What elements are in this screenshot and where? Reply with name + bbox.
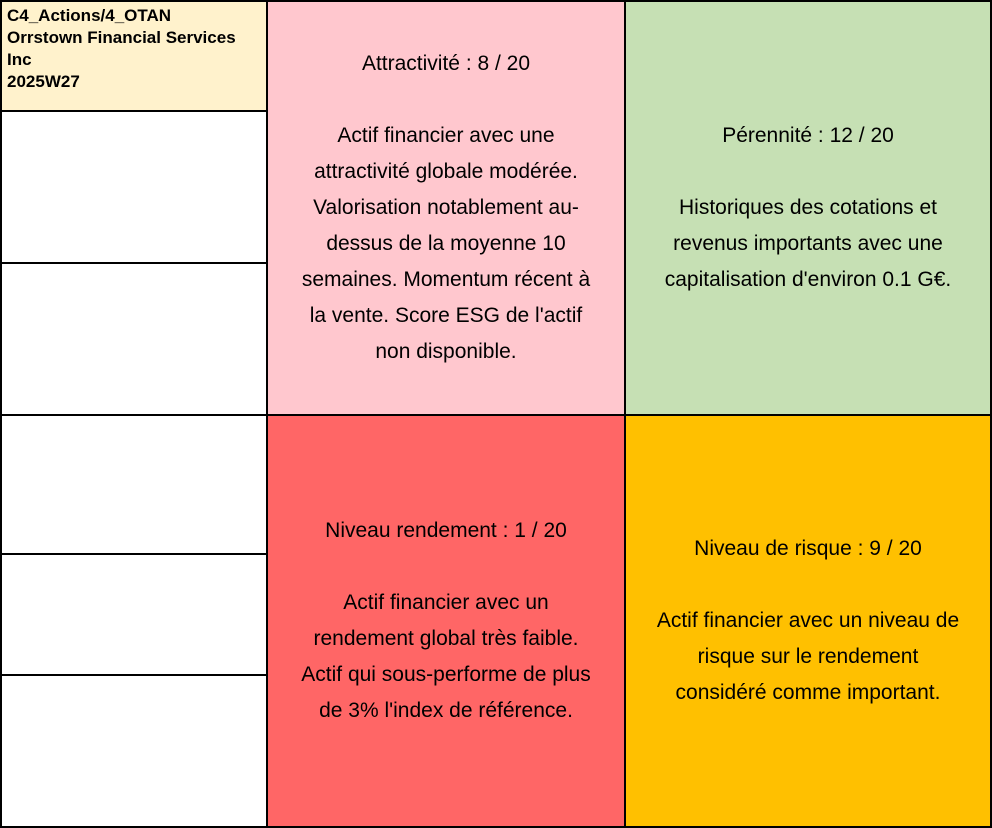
asset-header-cell (0, 0, 268, 112)
empty-cell-2 (0, 262, 268, 416)
risque-description: Actif financier avec un niveau de risque sur le rendement considéré comme important. (656, 609, 960, 704)
rendement-score: Niveau rendement : 1 / 20 (325, 519, 567, 542)
rendement-description: Actif financier avec un rendement global très faible. Actif qui sous-performe de plus de 3% l'index de référence. (301, 591, 591, 722)
asset-category: C4_Actions/4_OTAN (7, 6, 172, 25)
empty-cell-5 (0, 674, 268, 828)
empty-cell-1 (0, 110, 268, 264)
rendement-quadrant (266, 414, 626, 828)
empty-cell-4 (0, 553, 268, 676)
attractivite-quadrant (266, 0, 626, 416)
risque-quadrant (624, 414, 992, 828)
risque-score: Niveau de risque : 9 / 20 (694, 537, 922, 560)
empty-cell-3 (0, 414, 268, 555)
attractivite-score: Attractivité : 8 / 20 (361, 52, 531, 75)
report-week: 2025W27 (7, 72, 80, 91)
asset-name-continued: Inc (7, 50, 32, 69)
asset-name: Orrstown Financial Services (7, 28, 236, 47)
attractivite-description: Actif financier avec une attractivité globale modérée. Valorisation notablement au- dessus de la moyenne 10 semaines. Momentum récent à la vente. Score ESG de l'actif non disponible. (301, 124, 591, 363)
perennite-score: Pérennité : 12 / 20 (722, 124, 894, 147)
perennite-description: Historiques des cotations et revenus importants avec une capitalisation d'environ 0.1 G€. (664, 196, 952, 291)
perennite-quadrant (624, 0, 992, 416)
